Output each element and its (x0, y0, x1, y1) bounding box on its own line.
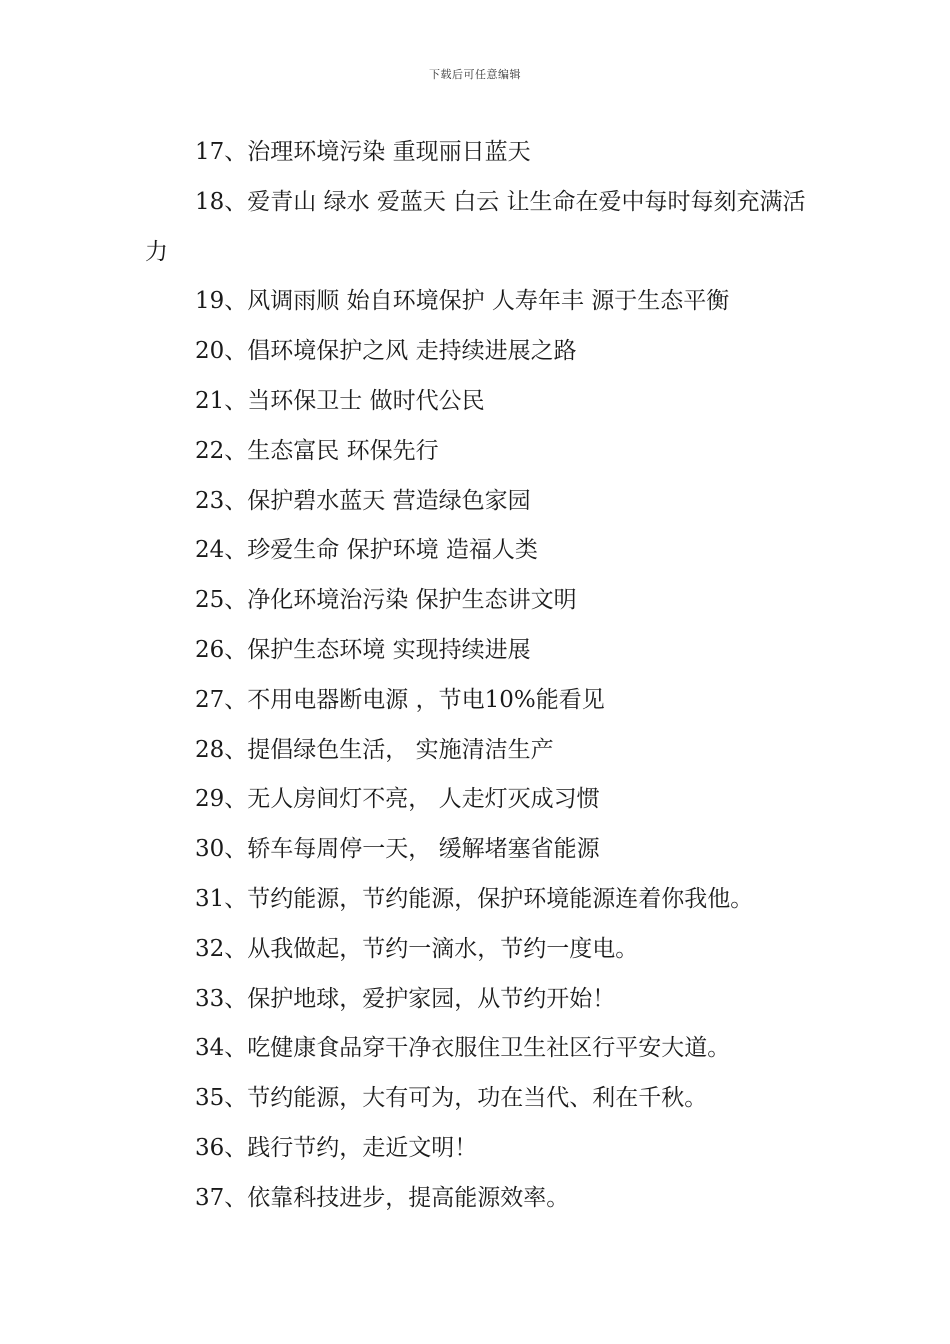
list-item: 26、保护生态环境 实现持续进展 (195, 636, 531, 663)
list-item: 22、生态富民 环保先行 (195, 437, 439, 464)
list-item: 23、保护碧水蓝天 营造绿色家园 (195, 487, 531, 514)
page-header: 下载后可任意编辑 (429, 68, 521, 81)
list-item: 19、风调雨顺 始自环境保护 人寿年丰 源于生态平衡 (195, 288, 730, 315)
list-item: 34、吃健康食品穿干净衣服住卫生社区行平安大道。 (195, 1035, 731, 1062)
list-item: 30、轿车每周停一天， 缓解堵塞省能源 (195, 836, 600, 863)
list-item: 36、践行节约，走近文明！ (195, 1134, 478, 1161)
list-item: 21、当环保卫士 做时代公民 (195, 387, 485, 414)
list-item: 28、提倡绿色生活， 实施清洁生产 (195, 736, 554, 763)
list-item: 32、从我做起，节约一滴水，节约一度电。 (195, 935, 639, 962)
slogan-list (145, 128, 815, 1224)
list-item: 29、无人房间灯不亮， 人走灯灭成习惯 (195, 786, 600, 813)
list-item: 31、节约能源，节约能源，保护环境能源连着你我他。 (195, 885, 754, 912)
list-item: 25、净化环境治污染 保护生态讲文明 (195, 587, 577, 614)
list-item: 17、治理环境污染 重现丽日蓝天 (195, 139, 531, 165)
list-item: 37、依靠科技进步，提高能源效率。 (195, 1184, 570, 1211)
list-item: 33、保护地球，爱护家园，从节约开始！ (195, 985, 616, 1012)
list-item: 24、珍爱生命 保护环境 造福人类 (195, 537, 538, 564)
list-item: 18、爱青山 绿水 爱蓝天 白云 让生命在爱中每时每刻充满活力 (145, 188, 806, 265)
list-item: 35、节约能源，大有可为，功在当代、利在千秋。 (195, 1085, 708, 1112)
list-item: 27、不用电器断电源 ，节电10%能看见 (195, 686, 605, 713)
list-item: 20、倡环境保护之风 走持续进展之路 (195, 338, 577, 365)
